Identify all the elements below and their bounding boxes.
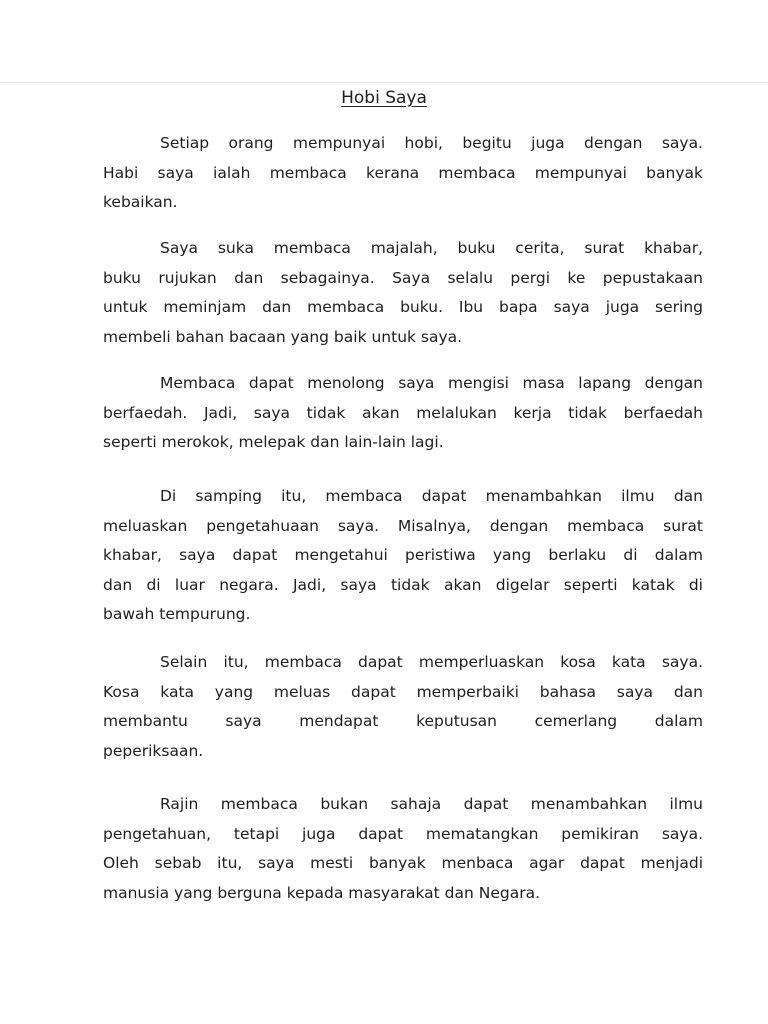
paragraph-line: Saya suka membaca majalah, buku cerita, surat khabar, <box>160 239 703 257</box>
paragraph-line: Rajin membaca bukan sahaja dapat menambahkan ilmu <box>160 795 703 813</box>
paragraph-6 <box>103 790 703 908</box>
paragraph-line: membeli bahan bacaan yang baik untuk saya. <box>103 327 463 346</box>
document-title-text: Hobi Saya <box>341 88 427 108</box>
paragraph-line: bawah tempurung. <box>103 605 251 624</box>
paragraph-2 <box>103 234 703 352</box>
paragraph-line: Selain itu, membaca dapat memperluaskan kosa kata saya. <box>160 653 703 671</box>
paragraph-line: Habi saya ialah membaca kerana membaca mempunyai banyak <box>103 163 703 182</box>
paragraph-line: membantu saya mendapat keputusan cemerlang dalam <box>103 712 703 731</box>
document-title <box>0 86 768 110</box>
paragraph-line: kebaikan. <box>103 193 178 212</box>
paragraph-line: buku rujukan dan sebagainya. Saya selalu pergi ke pepustakaan <box>103 268 703 287</box>
paragraph-line: Setiap orang mempunyai hobi, begitu juga dengan saya. <box>160 134 703 152</box>
paragraph-line: seperti merokok, melepak dan lain-lain lagi. <box>103 433 444 452</box>
paragraph-4 <box>103 482 703 630</box>
paragraph-line: pengetahuan, tetapi juga dapat mematangkan pemikiran saya. <box>103 824 703 843</box>
paragraph-5 <box>103 648 703 766</box>
paragraph-line: khabar, saya dapat mengetahui peristiwa yang berlaku di dalam <box>103 546 703 565</box>
paragraph-line: Oleh sebab itu, saya mesti banyak menbaca agar dapat menjadi <box>103 854 703 873</box>
paragraph-line: peperiksaan. <box>103 741 204 760</box>
paragraph-line: Membaca dapat menolong saya mengisi masa lapang dengan <box>160 374 703 392</box>
paragraph-line: dan di luar negara. Jadi, saya tidak akan digelar seperti katak di <box>103 575 703 594</box>
paragraph-line: Di samping itu, membaca dapat menambahkan ilmu dan <box>160 487 703 505</box>
paragraph-1 <box>103 129 703 218</box>
paragraph-3 <box>103 369 703 458</box>
paragraph-line: untuk meminjam dan membaca buku. Ibu bapa saya juga sering <box>103 298 703 317</box>
scan-edge-line <box>0 82 768 83</box>
paragraph-line: manusia yang berguna kepada masyarakat dan Negara. <box>103 883 541 902</box>
paragraph-line: meluaskan pengetahuaan saya. Misalnya, dengan membaca surat <box>103 516 703 535</box>
paragraph-line: berfaedah. Jadi, saya tidak akan melalukan kerja tidak berfaedah <box>103 403 703 422</box>
paragraph-line: Kosa kata yang meluas dapat memperbaiki bahasa saya dan <box>103 682 703 701</box>
